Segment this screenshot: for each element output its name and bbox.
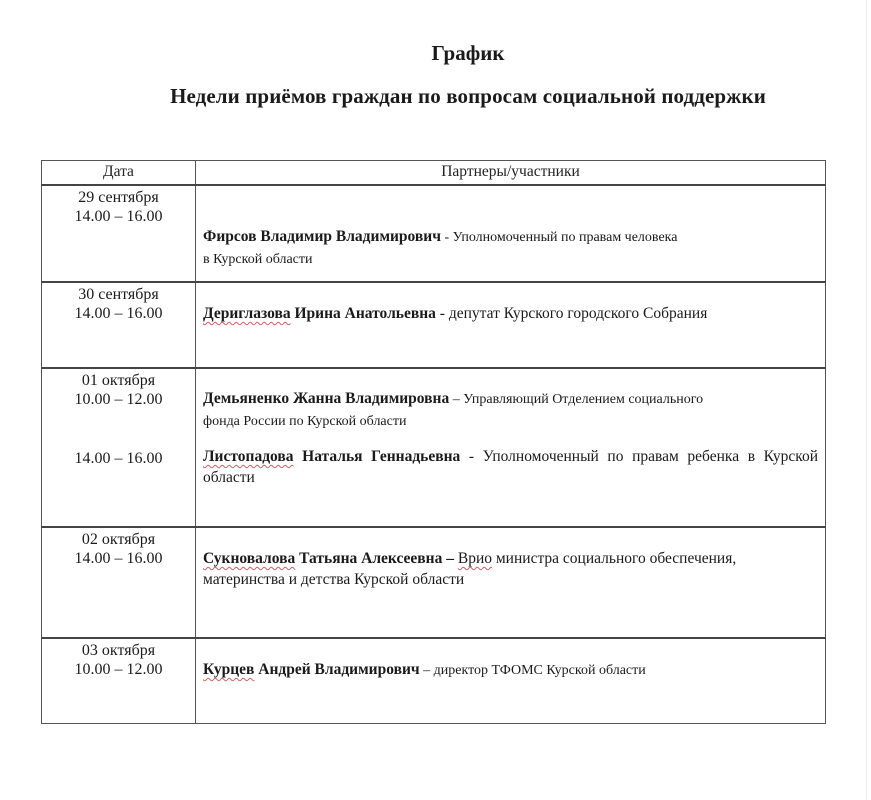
table-row xyxy=(42,185,826,282)
document-title: График xyxy=(431,41,505,65)
participants-cell xyxy=(196,368,826,527)
participant-role: Уполномоченный по правам ребенка в Курской области xyxy=(203,448,818,486)
participant-role: министра социального обеспечения, материнства и детства Курской области xyxy=(203,550,737,588)
participants-cell xyxy=(196,185,826,282)
schedule-table xyxy=(41,160,826,724)
time-range: 10.00 – 12.00 xyxy=(74,661,163,678)
participant-role: директор ТФОМС Курской области xyxy=(433,663,646,678)
time-range: 14.00 – 16.00 xyxy=(74,305,163,322)
separator: - xyxy=(460,448,483,465)
time-range: 10.00 – 12.00 xyxy=(74,391,163,408)
participant-entry xyxy=(203,283,818,324)
participant-role: депутат Курского городского Собрания xyxy=(448,305,708,322)
participant-name: Демьяненко Жанна Владимировна xyxy=(203,390,450,407)
participant-surname: Дериглазова xyxy=(203,305,291,322)
participant-entry xyxy=(203,639,818,681)
date-label: 01 октября xyxy=(81,372,156,389)
date-cell xyxy=(42,282,196,368)
participant-name-rest: Наталья Геннадьевна xyxy=(293,448,461,465)
participant-entry xyxy=(203,432,818,488)
date-cell xyxy=(42,185,196,282)
table-row xyxy=(42,368,826,527)
participants-cell xyxy=(196,527,826,638)
participant-entry xyxy=(203,369,818,432)
time-range: 14.00 – 16.00 xyxy=(74,208,163,225)
date-cell xyxy=(42,368,196,527)
participants-cell xyxy=(196,282,826,368)
time-range: 14.00 – 16.00 xyxy=(74,550,163,567)
participant-role: Уполномоченный по правам человека xyxy=(452,230,678,245)
table-row xyxy=(42,527,826,638)
header-participants: Партнеры/участники xyxy=(196,161,826,186)
participants-cell xyxy=(196,638,826,723)
time-range: 14.00 – 16.00 xyxy=(74,450,163,467)
participant-entry xyxy=(203,528,818,590)
separator: - xyxy=(435,305,449,322)
date-cell xyxy=(42,527,196,638)
header-date: Дата xyxy=(42,161,196,186)
separator: – xyxy=(442,550,458,567)
participant-name: Фирсов Владимир Владимирович xyxy=(203,228,441,245)
table-row xyxy=(42,282,826,368)
participant-role: Управляющий Отделением социального xyxy=(463,392,704,407)
document-subtitle: Недели приёмов граждан по вопросам социальной поддержки xyxy=(170,84,766,108)
participant-surname: Курцев xyxy=(203,661,255,678)
table-row xyxy=(42,638,826,723)
participant-name-rest: Татьяна Алексеевна xyxy=(295,550,443,567)
participant-entry xyxy=(203,206,818,270)
participant-surname: Листопадова xyxy=(203,448,294,465)
separator: – xyxy=(419,663,434,678)
separator: – xyxy=(449,392,464,407)
date-label: 30 сентября xyxy=(78,286,159,303)
participant-surname: Сукновалова xyxy=(203,550,296,567)
date-label: 29 сентября xyxy=(78,189,159,206)
separator: - xyxy=(440,230,453,245)
participant-name-rest: Ирина Анатольевна xyxy=(290,305,436,322)
date-cell xyxy=(42,638,196,723)
page-edge-divider xyxy=(866,0,867,800)
date-label: 03 октября xyxy=(81,642,156,659)
participant-role-line2: фонда России по Курской области xyxy=(203,414,407,429)
table-header-row xyxy=(42,161,826,186)
date-label: 02 октября xyxy=(81,531,156,548)
participant-role-line2: в Курской области xyxy=(203,252,313,267)
participant-name-rest: Андрей Владимирович xyxy=(254,661,420,678)
participant-role-prefix: Врио xyxy=(457,550,492,567)
